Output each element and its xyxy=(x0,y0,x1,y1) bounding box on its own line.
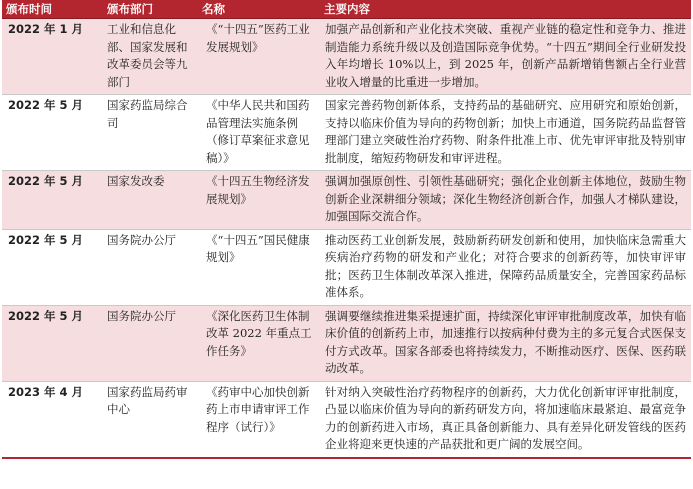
cell-name: 《十四五生物经济发展规划》 xyxy=(198,171,320,230)
cell-content: 强调要继续推进集采提速扩面，持续深化审评审批制度改革，加快有临床价值的创新药上市，加速推行以按病种付费为主的多元复合式医保支付方式改革。国家各部委也将持续发力，不断推动医疗、医保、医药联动改革。 xyxy=(320,305,691,381)
header-date: 颁布时间 xyxy=(2,0,103,19)
cell-content: 强调加强原创性、引领性基础研究；强化企业创新主体地位，鼓励生物创新企业深耕细分领域；深化生物经济创新合作，加强人才梯队建设，加强国际交流合作。 xyxy=(320,171,691,230)
cell-name: 《药审中心加快创新药上市申请审评工作程序（试行）》 xyxy=(198,381,320,458)
table-body xyxy=(2,19,691,458)
header-department: 颁布部门 xyxy=(103,0,198,19)
cell-department: 工业和信息化部、国家发展和改革委员会等九部门 xyxy=(103,19,198,95)
cell-department: 国务院办公厅 xyxy=(103,229,198,305)
cell-content: 加强产品创新和产业化技术突破、重视产业链的稳定性和竞争力、推进制造能力系统升级以及创造国际竞争优势。“十四五”期间全行业研发投入年均增长 10%以上，到 2025 年，创新产品新增销售额占全行业营业收入增量的比重进一步增加。 xyxy=(320,19,691,95)
cell-date: 2023 年 4 月 xyxy=(2,381,103,458)
policy-table xyxy=(2,0,691,459)
table-row xyxy=(2,171,691,230)
cell-name: 《深化医药卫生体制改革 2022 年重点工作任务》 xyxy=(198,305,320,381)
cell-department: 国家发改委 xyxy=(103,171,198,230)
cell-date: 2022 年 5 月 xyxy=(2,95,103,171)
cell-department: 国务院办公厅 xyxy=(103,305,198,381)
cell-name: 《中华人民共和国药品管理法实施条例（修订草案征求意见稿）》 xyxy=(198,95,320,171)
cell-date: 2022 年 1 月 xyxy=(2,19,103,95)
header-row xyxy=(2,0,691,19)
cell-content: 国家完善药物创新体系，支持药品的基础研究、应用研究和原始创新，支持以临床价值为导向的药物创新；加快上市通道，国务院药品监督管理部门建立突破性治疗药物、附条件批准上市、优先审评审批及特别审批制度，缩短药物研发和审评进程。 xyxy=(320,95,691,171)
header-content: 主要内容 xyxy=(320,0,691,19)
cell-date: 2022 年 5 月 xyxy=(2,171,103,230)
cell-department: 国家药监局综合司 xyxy=(103,95,198,171)
cell-content: 推动医药工业创新发展，鼓励新药研发创新和使用，加快临床急需重大疾病治疗药物的研发和产业化；对符合要求的创新药等，加快审评审批；医药卫生体制改革深入推进，保障药品质量安全，完善国家药品标准体系。 xyxy=(320,229,691,305)
table-row xyxy=(2,19,691,95)
table-row xyxy=(2,305,691,381)
cell-date: 2022 年 5 月 xyxy=(2,229,103,305)
table-row xyxy=(2,381,691,458)
table-header xyxy=(2,0,691,19)
cell-content: 针对纳入突破性治疗药物程序的创新药，大力优化创新审评审批制度，凸显以临床价值为导向的新药研发方向，将加速临床最紧迫、最富竞争力的创新药进入市场，真正具备创新能力、具有差异化研发管线的医药企业将迎来更快速的产品获批和更广阔的发展空间。 xyxy=(320,381,691,458)
header-name: 名称 xyxy=(198,0,320,19)
cell-name: 《“十四五”国民健康规划》 xyxy=(198,229,320,305)
table-row xyxy=(2,95,691,171)
cell-department: 国家药监局药审中心 xyxy=(103,381,198,458)
table-row xyxy=(2,229,691,305)
cell-name: 《“十四五”医药工业发展规划》 xyxy=(198,19,320,95)
cell-date: 2022 年 5 月 xyxy=(2,305,103,381)
